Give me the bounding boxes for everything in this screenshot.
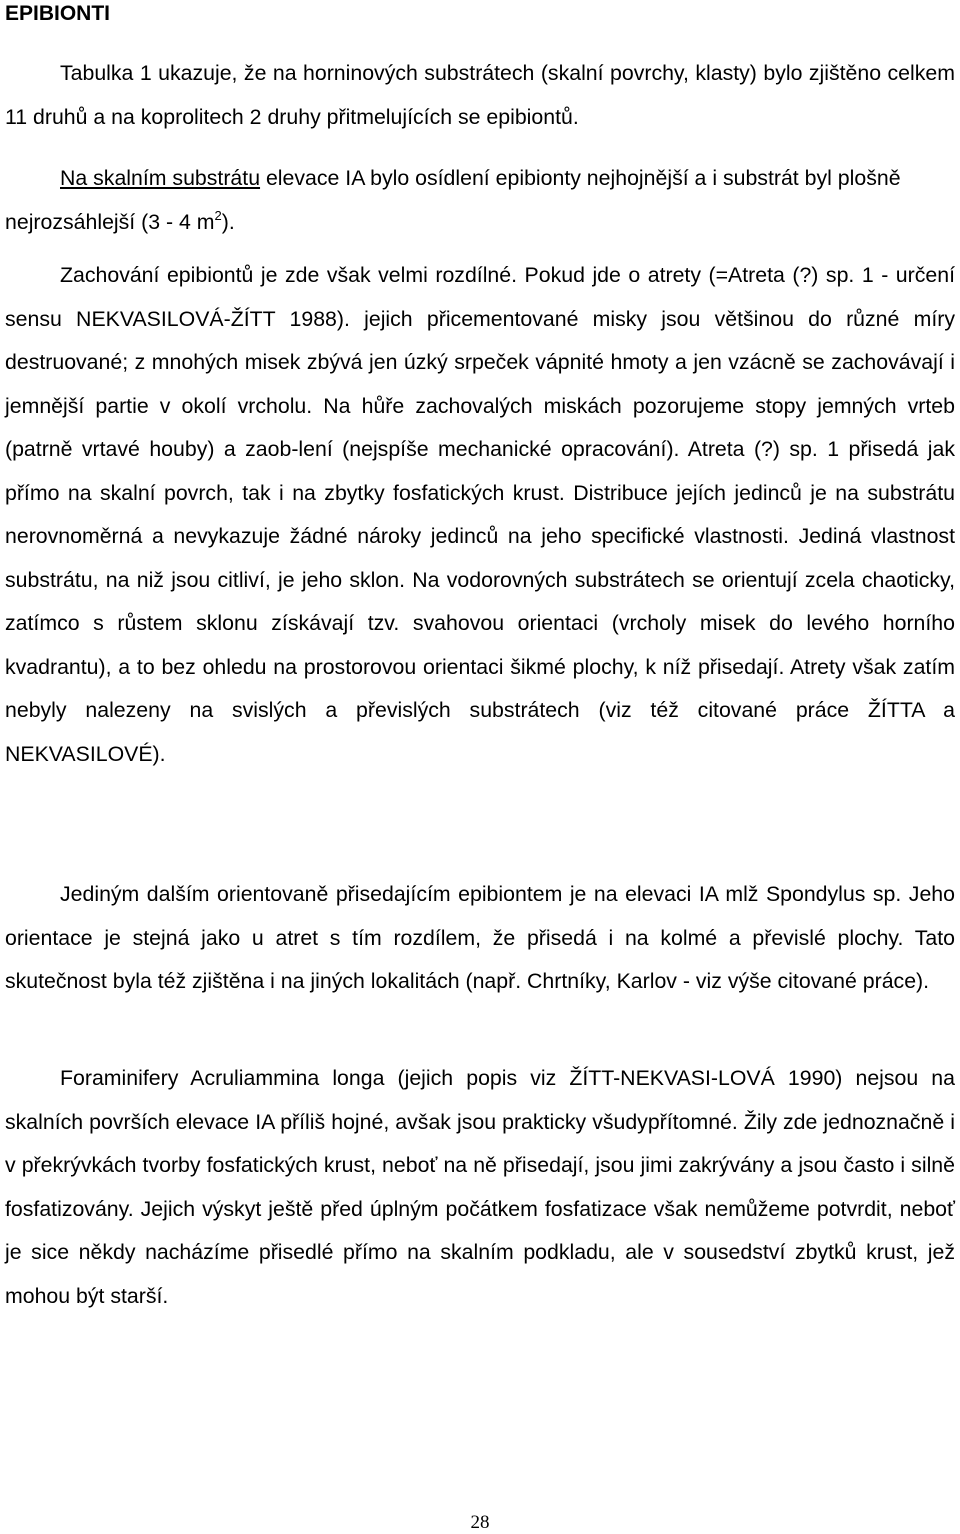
paragraph-4-text: Jediným dalším orientovaně přisedajícím epibiontem je na elevaci IA mlž Spondylus sp. Jeho orientace je stejná jako u atret s tím rozdílem, že přisedá i na kolmé a převislé plochy. Tato skutečnost byla též zjištěna i na jiných lokalitách (např. Chrtníky, Karlov - viz výše citované práce). bbox=[5, 882, 955, 993]
paragraph-2-text: elevace IA bylo osídlení epibionty nejhojnější a i substrát byl plošně nejrozsáhlejší (3 - 4 m bbox=[5, 166, 901, 234]
paragraph-1-text: Tabulka 1 ukazuje, že na horninových substrátech (skalní povrchy, klasty) bylo zjištěno celkem 11 druhů a na koprolitech 2 druhy přitmelujících se epibiontů. bbox=[5, 61, 955, 129]
page-number: 28 bbox=[470, 1512, 490, 1533]
superscript: 2 bbox=[214, 207, 222, 223]
underlined-phrase: Na skalním substrátu bbox=[60, 166, 261, 190]
paragraph-3-text: Zachování epibiontů je zde však velmi rozdílné. Pokud jde o atrety (=Atreta (?) sp. 1 - určení sensu NEKVASILOVÁ-ŽÍTT 1988). jejich přicementované misky jsou většinou do různé míry destruované; z mnohých misek zbývá jen úzký srpeček vápnité hmoty a jen vzácně se zachovávají i jemnější partie v okolí vrcholu. Na hůře zachovalých miskách pozorujeme stopy jemných vrteb (patrně vrtavé houby) a zaob-lení (nejspíše mechanické opracování). Atreta (?) sp. 1 přisedá jak přímo na skalní povrch, tak i na zbytky fosfatických krust. Distribuce jejích jedinců je na substrátu nerovnoměrná a nevykazuje žádné nároky jedinců na jeho specifické vlastnosti. Jediná vlastnost substrátu, na niž jsou citliví, je jeho sklon. Na vodorovných substrátech se orientují zcela chaoticky, zatímco s růstem sklonu získávají tzv. svahovou orientaci (vrcholy misek do levého horního kvadrantu), a to bez ohledu na prostorovou orientaci šikmé plochy, k níž přisedají. Atrety však zatím nebyly nalezeny na svislých a převislých substrátech (viz též citované práce ŽÍTTA a NEKVASILOVÉ). bbox=[5, 263, 955, 766]
paragraph-5 bbox=[5, 1057, 955, 1318]
paragraph-5-text: Foraminifery Acruliammina longa (jejich popis viz ŽÍTT-NEKVASI-LOVÁ 1990) nejsou na skalních površích elevace IA příliš hojné, avšak jsou prakticky všudypřítomné. Žily zde jednoznačně i v překrývkách tvorby fosfatických krust, neboť na ně přisedají, jsou jimi zakrývány a jsou často i silně fosfatizovány. Jejich výskyt ještě před úplným počátkem fosfatizace však nemůžeme potvrdit, neboť je sice někdy nacházíme přisedlé přímo na skalním podkladu, ale v sousedství zbytků krust, jež mohou být starší. bbox=[5, 1066, 955, 1308]
paragraph-4 bbox=[5, 873, 955, 1004]
paragraph-1 bbox=[5, 52, 955, 139]
paragraph-2-end: ). bbox=[221, 209, 235, 234]
paragraph-3 bbox=[5, 254, 955, 776]
section-heading: EPIBIONTI bbox=[5, 2, 111, 25]
